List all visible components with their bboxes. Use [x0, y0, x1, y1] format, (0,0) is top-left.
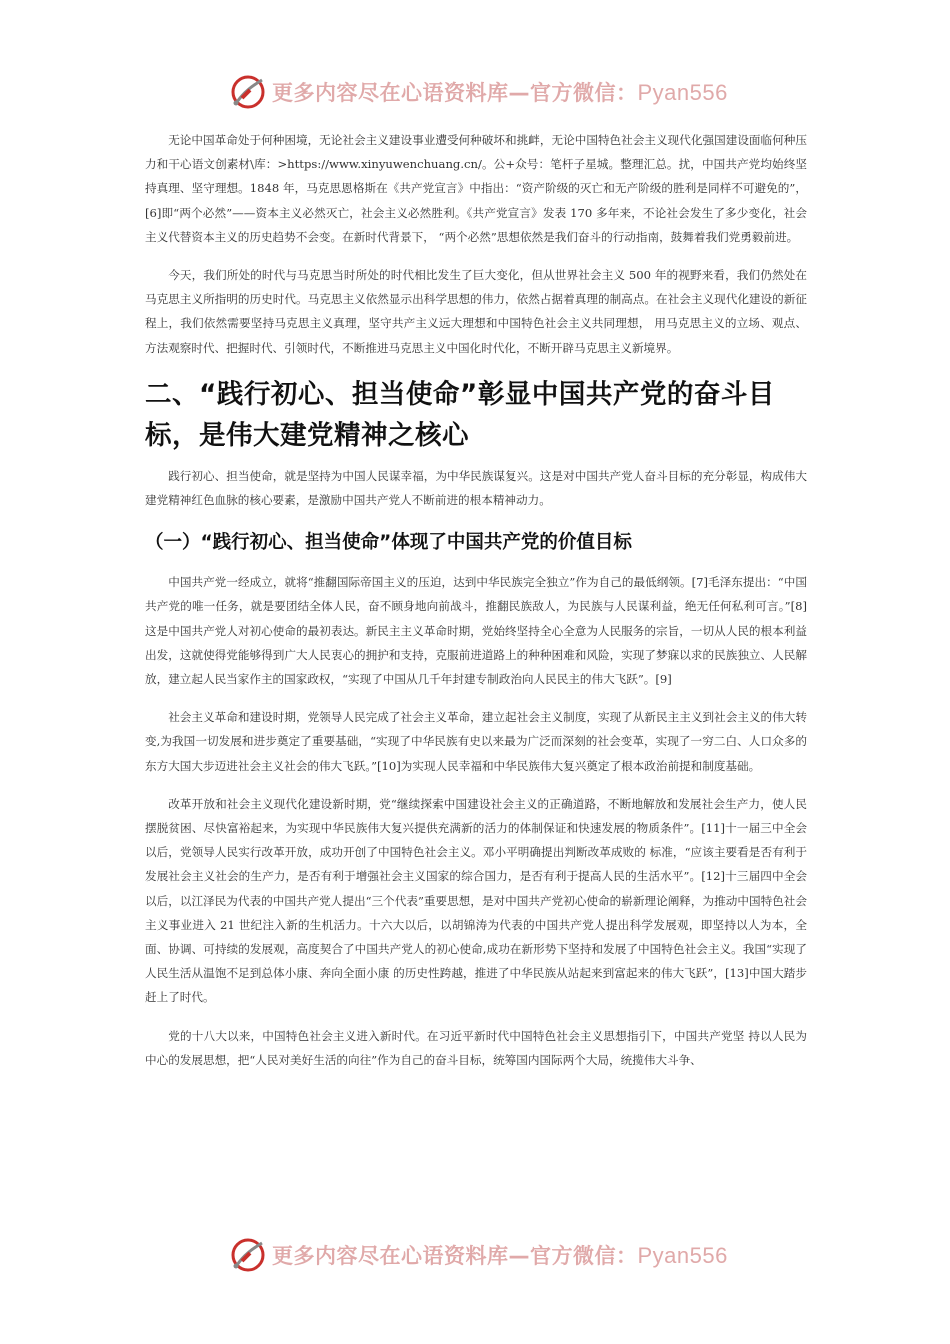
body-paragraph: 党的十八大以来，中国特色社会主义进入新时代。在习近平新时代中国特色社会主义思想指引下，中国共产党坚 持以人民为中心的发展思想，把“人民对美好生活的向往”作为自己的奋斗目标，统筹国内国际两个大局，统揽伟大斗争、 [145, 1028, 807, 1067]
header-banner [228, 72, 728, 112]
body-paragraph: 今天，我们所处的时代与马克思当时所处的时代相比发生了巨大变化，但从世界社会主义 500 年的视野来看，我们仍然处在马克思主义所指明的历史时代。马克思主义依然显示出科学思想的伟力，依然占据着真理的制高点。在社会主义现代化建设的新征程上，我们依然需要坚持马克思主义真理，坚守共产主义远大理想和中国特色社会主义共同理想， 用马克思主义的立场、观点、方法观察时代、把握时代、引领时代，不断推进马克思主义中国化时代化，不断开辟马克思主义新境界。 [145, 268, 807, 355]
body-paragraph: 践行初心、担当使命，就是坚持为中国人民谋幸福，为中华民族谋复兴。这是对中国共产党人奋斗目标的充分彰显，构成伟大建党精神红色血脉的核心要素，是激励中国共产党人不断前进的根本精神动力。 [145, 468, 807, 508]
banner-text: 更多内容尽在心语资料库—官方微信：Pyan556 [272, 1243, 728, 1268]
body-paragraph: 无论中国革命处于何种困境，无论社会主义建设事业遭受何种破坏和挑衅，无论中国特色社会主义现代化强国建设面临何种压力和干心语文创素材\库：>https://www.xinyuwenchuang.cn/。公+众号：笔杆子星城。整理汇总。扰，中国共产党均始终坚持真理、坚守理想。1848 年，马克思恩格斯在《共产党宣言》中指出：“资产阶级的灭亡和无产阶级的胜利是同样不可避免的”，[6]即“两个必然”——资本主义必然灭亡，社会主义必然胜利。《共产党宣言》发表 170 多年来，不论社会发生了多少变化，社会主义代替资本主义的历史趋势不会变。在新时代背景下， “两个必然”思想依然是我们奋斗的行动指南，鼓舞着我们党勇毅前进。 [145, 133, 807, 244]
subsection-heading: （一）“践行初心、担当使命”体现了中国共产党的价值目标 [145, 532, 632, 554]
banner-text: 更多内容尽在心语资料库—官方微信：Pyan556 [272, 80, 728, 105]
footer-banner [228, 1235, 728, 1275]
document-body [145, 128, 807, 1072]
brand-logo-icon [228, 1235, 268, 1275]
section-heading: 二、“践行初心、担当使命”彰显中国共产党的奋斗目标，是伟大建党精神之核心 [145, 378, 775, 451]
body-paragraph: 社会主义革命和建设时期，党领导人民完成了社会主义革命，建立起社会主义制度，实现了从新民主主义到社会主义的伟大转变,为我国一切发展和进步奠定了重要基础，“实现了中华民族有史以来最为广泛而深刻的社会变革，实现了一穷二白、人口众多的东方大国大步迈进社会主义社会的伟大飞跃。”[10]为实现人民幸福和中华民族伟大复兴奠定了根本政治前提和制度基础。 [145, 710, 807, 773]
brand-logo-icon [228, 72, 268, 112]
body-paragraph: 改革开放和社会主义现代化建设新时期，党“继续探索中国建设社会主义的正确道路，不断地解放和发展社会生产力，使人民摆脱贫困、尽快富裕起来，为实现中华民族伟大复兴提供充满新的活力的体制保证和快速发展的物质条件”。[11]十一届三中全会以后，党领导人民实行改革开放，成功开创了中国特色社会主义。邓小平明确提出判断改革成败的 标准，“应该主要看是否有利于发展社会主义社会的生产力，是否有利于增强社会主义国家的综合国力，是否有利于提高人民的生活水平”。[12]十三届四中全会以后，以江泽民为代表的中国共产党人提出“三个代表”重要思想，是对中国共产党初心使命的崭新理论阐释，为推动中国特色社会主义事业进入 21 世纪注入新的生机活力。十六大以后，以胡锦涛为代表的中国共产党人提出科学发展观，即坚持以人为本，全面、协调、可持续的发展观，高度契合了中国共产党人的初心使命,成功在新形势下坚持和发展了中国特色社会主义。我国“实现了人民生活从温饱不足到总体小康、奔向全面小康 的历史性跨越，推进了中华民族从站起来到富起来的伟大飞跃”，[13]中国大踏步赶上了时代。 [145, 796, 807, 1005]
body-paragraph: 中国共产党一经成立，就将“推翻国际帝国主义的压迫，达到中华民族完全独立”作为自己的最低纲领。[7]毛泽东提出：“中国共产党的唯一任务，就是要团结全体人民，奋不顾身地向前战斗，推翻民族敌人，为民族与人民谋利益，绝无任何私利可言。”[8]这是中国共产党人对初心使命的最初表达。新民主主义革命时期，党始终坚持全心全意为人民服务的宗旨，一切从人民的根本利益出发，这就使得党能够得到广大人民衷心的拥护和支持，克服前进道路上的种种困难和风险，实现了梦寐以求的民族独立、人民解放，建立起人民当家作主的国家政权，“实现了中国从几千年封建专制政治向人民民主的伟大飞跃”。[9] [145, 575, 807, 687]
